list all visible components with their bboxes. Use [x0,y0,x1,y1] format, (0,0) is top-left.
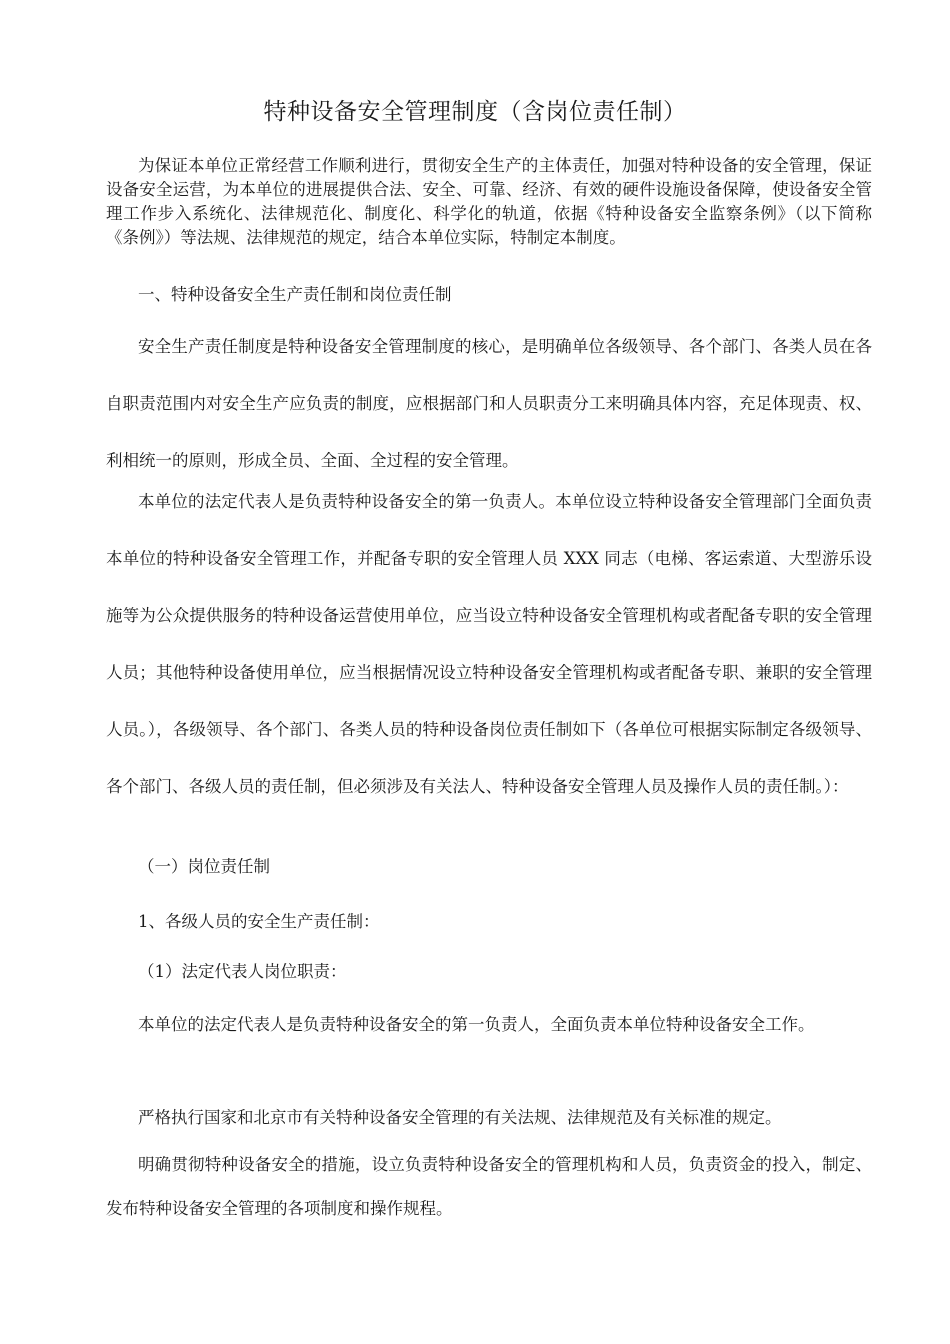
sub-heading-legal-rep-duties: （1）法定代表人岗位职责： [138,962,347,981]
responsibility-paragraph: 安全生产责任制度是特种设备安全管理制度的核心，是明确单位各级领导、各个部门、各类人员在各自职责范围内对安全生产应负责的制度，应根据部门和人员职责分工来明确具体内容，充足体现责、权、利相统一的原则，形成全员、全面、全过程的安全管理。 [106,337,872,470]
duty-paragraph-first-responsible: 本单位的法定代表人是负责特种设备安全的第一负责人，全面负责本单位特种设备安全工作。 [138,1015,815,1034]
legal-representative-paragraph: 本单位的法定代表人是负责特种设备安全的第一负责人。本单位设立特种设备安全管理部门全面负责本单位的特种设备安全管理工作，并配备专职的安全管理人员 XXX 同志（电梯、客运索道、大型游乐设施等为公众提供服务的特种设备运营使用单位，应当设立特种设备安全管理机构或者配备专职的安全管理人员；其他特种设备使用单位，应当根据情况设立特种设备安全管理机构或者配备专职、兼职的安全管理人员。），各级领导、各个部门、各类人员的特种设备岗位责任制如下（各单位可根据实际制定各级领导、各个部门、各级人员的责任制，但必须涉及有关法人、特种设备安全管理人员及操作人员的责任制。）： [106,492,872,796]
document-title: 特种设备安全管理制度（含岗位责任制） [263,99,687,125]
sub-heading-staff-responsibility: 1、各级人员的安全生产责任制： [138,912,380,931]
duty-paragraph-regulations: 严格执行国家和北京市有关特种设备安全管理的有关法规、法律规范及有关标准的规定。 [138,1108,782,1127]
sub-heading-post-responsibility: （一）岗位责任制 [138,857,270,876]
section-heading-responsibility: 一、特种设备安全生产责任制和岗位责任制 [138,285,452,304]
intro-paragraph: 为保证本单位正常经营工作顺利进行，贯彻安全生产的主体责任，加强对特种设备的安全管理，保证设备安全运营，为本单位的进展提供合法、安全、可靠、经济、有效的硬件设施设备保障，使设备安全管理工作步入系统化、法律规范化、制度化、科学化的轨道，依据《特种设备安全监察条例》（以下简称《条例》）等法规、法律规范的规定，结合本单位实际，特制定本制度。 [106,156,872,247]
duty-paragraph-measures: 明确贯彻特种设备安全的措施，设立负责特种设备安全的管理机构和人员，负责资金的投入，制定、发布特种设备安全管理的各项制度和操作规程。 [106,1155,872,1218]
